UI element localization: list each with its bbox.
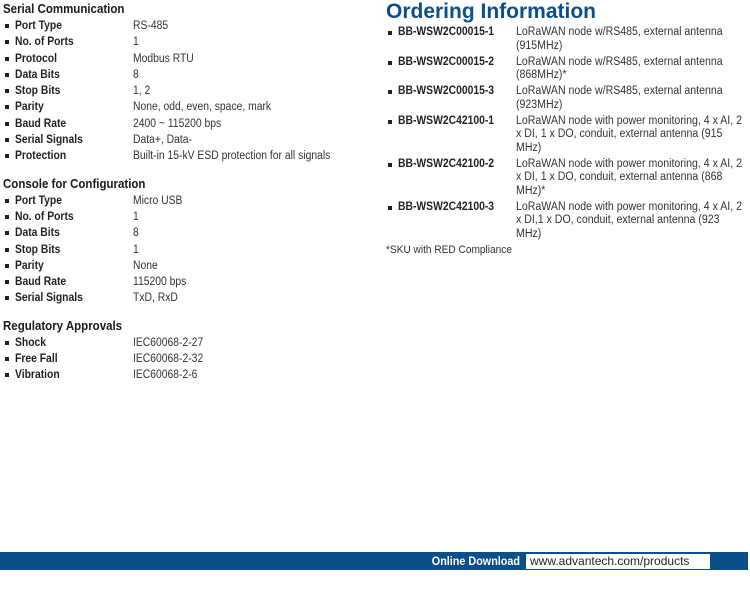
spec-value: 8 [133, 68, 139, 81]
bullet-icon [388, 61, 392, 65]
bullet-icon [5, 138, 9, 142]
spec-label: Stop Bits [15, 243, 61, 256]
spec-row [3, 132, 363, 148]
bullet-icon [5, 231, 9, 235]
ordering-description: LoRaWAN node w/RS485, external antenna (915MHz) [516, 26, 723, 52]
spec-value: 1, 2 [133, 85, 151, 98]
bullet-icon [5, 40, 9, 44]
ordering-sku: BB-WSW2C42100-3 [398, 200, 495, 213]
bullet-icon [5, 264, 9, 268]
ordering-description: LoRaWAN node w/RS485, external antenna (868MHz)* [516, 55, 723, 81]
ordering-sku: BB-WSW2C00015-2 [398, 55, 495, 68]
ordering-item [386, 26, 748, 53]
spec-row [3, 225, 363, 241]
spec-value: Modbus RTU [133, 52, 194, 65]
bullet-icon [388, 120, 392, 124]
bullet-icon [5, 373, 9, 377]
bullet-icon [5, 215, 9, 219]
bullet-icon [5, 341, 9, 345]
spec-row [3, 290, 363, 306]
spec-value: RS-485 [133, 20, 169, 32]
spec-value: Micro USB [133, 194, 183, 207]
spec-value: 2400 ~ 115200 bps [133, 117, 222, 130]
spec-row [3, 274, 363, 290]
spec-row [3, 367, 363, 383]
bullet-icon [5, 122, 9, 126]
spec-value: 1 [133, 210, 139, 223]
spec-label: Shock [15, 336, 47, 349]
spec-row [3, 18, 363, 34]
spec-value: 1 [133, 36, 139, 49]
section-title-serial: Serial Communication [3, 2, 125, 16]
ordering-description: LoRaWAN node w/RS485, external antenna (923MHz) [516, 85, 723, 111]
spec-value: TxD, RxD [133, 292, 178, 305]
spec-value: IEC60068-2-27 [133, 336, 204, 349]
products-url-link[interactable]: www.advantech.com/products [526, 554, 710, 569]
spec-value: 1 [133, 243, 139, 256]
spec-row [3, 34, 363, 50]
bullet-icon [5, 296, 9, 300]
spec-label: No. of Ports [15, 210, 74, 223]
ordering-item [386, 115, 748, 156]
spec-label: Data Bits [15, 227, 60, 240]
spec-row [3, 116, 363, 132]
bullet-icon [5, 89, 9, 93]
specifications-column [3, 0, 363, 384]
ordering-note: *SKU with RED Compliance [386, 244, 512, 256]
ordering-description: LoRaWAN node with power monitoring, 4 x AI, 2 x DI, 1 x DO, conduit, external antenna (868 MHz)* [516, 157, 743, 197]
spec-value: IEC60068-2-6 [133, 369, 198, 382]
spec-value: IEC60068-2-32 [133, 353, 204, 366]
spec-label: Baud Rate [15, 117, 67, 130]
spec-label: Protocol [15, 52, 57, 65]
ordering-description: LoRaWAN node with power monitoring, 4 x AI, 2 x DI, 1 x DO, conduit, external antenna (915 MHz) [516, 114, 743, 154]
online-download-label: Online Download [431, 554, 520, 568]
footer-bar [0, 552, 748, 570]
bullet-icon [388, 31, 392, 35]
spec-label: No. of Ports [15, 36, 74, 49]
section-title-console: Console for Configuration [3, 176, 146, 191]
ordering-description: LoRaWAN node with power monitoring, 4 x AI, 2 x DI,1 x DO, conduit, external antenna (923 MHz) [516, 200, 743, 240]
bullet-icon [5, 24, 9, 28]
spec-value: None, odd, even, space, mark [133, 101, 272, 114]
spec-value: 8 [133, 227, 139, 240]
bullet-icon [5, 154, 9, 158]
ordering-title: Ordering Information [386, 0, 596, 23]
spec-label: Free Fall [15, 353, 58, 366]
spec-row [3, 51, 363, 67]
spec-row [3, 335, 363, 351]
spec-value: Data+, Data- [133, 134, 192, 147]
spec-row [3, 351, 363, 367]
spec-label: Baud Rate [15, 276, 67, 289]
ordering-sku: BB-WSW2C42100-1 [398, 114, 495, 127]
spec-label: Vibration [15, 369, 60, 382]
ordering-item [386, 85, 748, 112]
bullet-icon [388, 90, 392, 94]
spec-label: Port Type [15, 194, 62, 207]
spec-value: 115200 bps [133, 276, 187, 289]
ordering-list [386, 26, 748, 241]
ordering-sku: BB-WSW2C00015-1 [398, 26, 495, 38]
spec-value: None [133, 259, 158, 272]
spec-label: Serial Signals [15, 134, 83, 147]
spec-label: Parity [15, 259, 44, 272]
ordering-item [386, 158, 748, 199]
ordering-item [386, 56, 748, 83]
spec-label: Serial Signals [15, 292, 83, 305]
spec-value: Built-in 15-kV ESD protection for all signals [133, 150, 331, 163]
spec-row [3, 242, 363, 258]
console-spec-list [3, 193, 363, 307]
bullet-icon [5, 357, 9, 361]
spec-row [3, 99, 363, 115]
spec-label: Data Bits [15, 68, 60, 81]
ordering-item [386, 201, 748, 242]
bullet-icon [5, 105, 9, 109]
spec-row [3, 209, 363, 225]
spec-label: Parity [15, 101, 44, 114]
ordering-sku: BB-WSW2C00015-3 [398, 85, 495, 97]
spec-label: Protection [15, 150, 67, 163]
spec-row [3, 83, 363, 99]
bullet-icon [5, 57, 9, 61]
spec-row [3, 67, 363, 83]
bullet-icon [5, 199, 9, 203]
bullet-icon [5, 73, 9, 77]
spec-row [3, 148, 363, 164]
spec-label: Stop Bits [15, 85, 61, 98]
spec-row [3, 193, 363, 209]
bullet-icon [5, 248, 9, 252]
ordering-column [386, 0, 748, 256]
ordering-sku: BB-WSW2C42100-2 [398, 157, 495, 170]
bullet-icon [388, 206, 392, 210]
bullet-icon [388, 163, 392, 167]
bullet-icon [5, 280, 9, 284]
section-title-regulatory: Regulatory Approvals [3, 318, 123, 333]
spec-row [3, 258, 363, 274]
regulatory-spec-list [3, 335, 363, 384]
spec-label: Port Type [15, 20, 62, 32]
serial-spec-list [3, 18, 363, 165]
